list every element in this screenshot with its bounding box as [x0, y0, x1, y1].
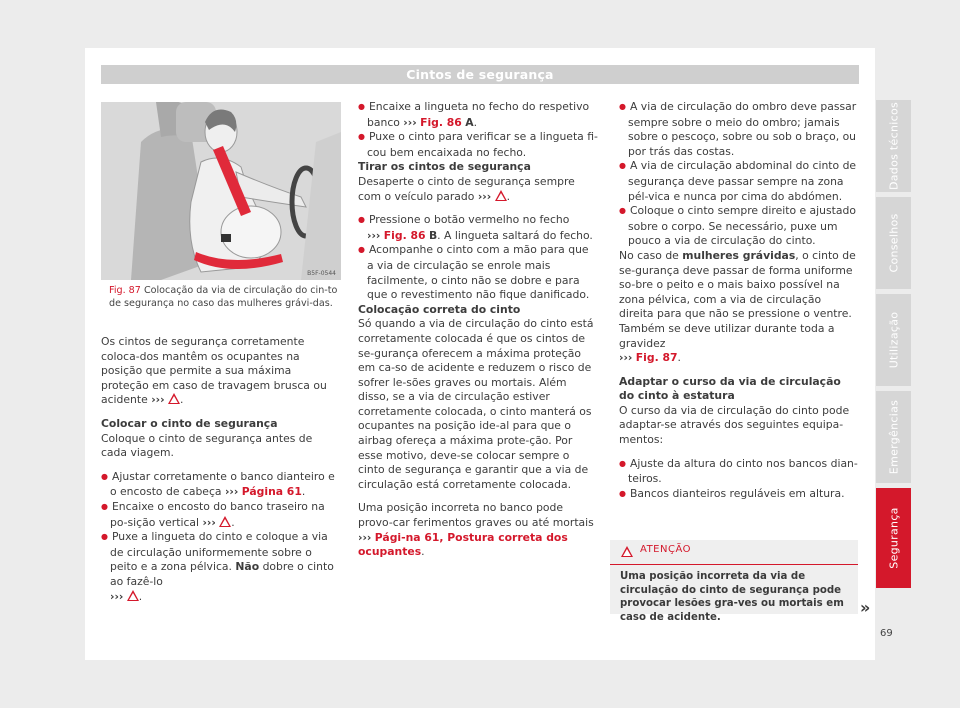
continue-arrow: » — [860, 598, 871, 617]
list-item: ● Ajuste da altura do cinto nos bancos dian-teiros. — [619, 457, 859, 487]
list-item: ● Coloque o cinto sempre direito e ajustado sobre o corpo. Se necessário, puxe um pouco a via de circulação do cinto. — [619, 204, 859, 249]
figure-code: B5F-0544 — [307, 270, 336, 277]
heading-colocacao: Colocação correta do cinto — [358, 302, 521, 316]
warning-header — [610, 540, 858, 565]
caption-text: Colocação da via de circulação do cin-to de segurança no caso das mulheres grávi-das. — [109, 285, 338, 309]
paragraph-adaptar: O curso da via de circulação do cinto pode adaptar-se através dos seguintes equipa-mentos: — [619, 403, 850, 447]
tab-seguranca[interactable]: Segurança — [876, 488, 911, 588]
heading-adaptar: Adaptar o curso da via de circulação do cinto à estatura — [619, 374, 841, 403]
paragraph-gravidas: No caso de mulheres grávidas, o cinto de se-gurança deve passar de forma uniforme so-bre o peito e o mais baixo possível na zona pélvica, com a via de circulação direita para que não se pressione o ventre. Também se deve utilizar durante toda a gravidez ››› Fig. 87. — [619, 248, 856, 365]
warning-text: Uma posição incorreta da via de circulação do cinto de segurança pode provocar lesões gra-ves ou mortais em caso de acidente. — [620, 571, 844, 623]
list-item: ● Puxe o cinto para verificar se a lingueta fi-cou bem encaixada no fecho. — [358, 130, 598, 160]
list-item: ● Puxe a lingueta do cinto e coloque a via de circulação uniformemente sobre o peito e a zona pélvica. Não dobre o cinto ao fazê-lo ››› . — [101, 530, 341, 604]
column-1 — [101, 335, 341, 604]
paragraph-posicao: Uma posição incorreta no banco pode provo-car ferimentos graves ou até mortais ››› Pági-na 61, Postura correta dos ocupantes. — [358, 501, 594, 559]
warning-icon — [168, 393, 180, 404]
caption-fig-ref: Fig. 87 — [109, 285, 141, 296]
list-item: ● Acompanhe o cinto com a mão para que a via de circulação se enrole mais facilmente, o cinto não se dobre e para que o revestimento não fique danificado. — [358, 243, 598, 302]
list-item: ● Encaixe a lingueta no fecho do respetivo banco ››› Fig. 86 A. — [358, 100, 598, 130]
figure-caption — [109, 285, 341, 310]
list-item: ● A via de circulação abdominal do cinto de segurança deve passar sempre na zona pél-vica e nunca por cima do abdómen. — [619, 159, 859, 204]
link-fig-87[interactable]: Fig. 87 — [635, 351, 678, 365]
ref-arrow: ››› — [151, 393, 165, 407]
link-pagina-61-postura[interactable]: Pági-na 61, Postura correta dos ocupantes — [358, 530, 568, 559]
tab-conselhos[interactable]: Conselhos — [876, 197, 911, 289]
paragraph-colocar: Coloque o cinto de segurança antes de cada viagem. — [101, 431, 313, 460]
warning-icon — [127, 590, 139, 601]
warning-label: ATENÇÃO — [640, 544, 691, 555]
tab-emergencias[interactable]: Emergências — [876, 391, 911, 483]
link-fig-86[interactable]: Fig. 86 — [420, 115, 462, 129]
warning-icon — [219, 516, 231, 527]
warning-icon — [621, 546, 633, 557]
list-item: ● Bancos dianteiros reguláveis em altura. — [619, 487, 859, 503]
link-fig-86[interactable]: Fig. 86 — [383, 228, 426, 242]
column-2 — [358, 100, 598, 569]
paragraph-colocacao: Só quando a via de circulação do cinto está corretamente colocada é que os cintos de se-gurança oferecem a máxima proteção em ca-so de acidente e reduzem o risco de sofrer le-sões graves ou mortais. Além disso, se a via de circulação estiver corretamente colocada, o cinto manterá os ocupantes na posição ide-al para que o airbag ofereça a máxima prote-ção. Por esse motivo, deve-se colocar sempre o cinto de segurança e garantir que a via de circulação está corretamente colocada. — [358, 317, 594, 491]
page-number: 69 — [880, 628, 893, 639]
list-item: ● A via de circulação do ombro deve passar sempre sobre o meio do ombro; jamais sobre o pescoço, sobre ou sob o braço, ou por trás das costas. — [619, 100, 859, 159]
column-3 — [619, 100, 859, 502]
list-item: ● Ajustar corretamente o banco dianteiro e o encosto de cabeça ››› Página 61. — [101, 470, 341, 500]
warning-box — [610, 540, 858, 623]
tab-utilizacao[interactable]: Utilização — [876, 294, 911, 386]
illustration — [101, 102, 341, 280]
intro-paragraph: Os cintos de segurança corretamente coloca-dos mantêm os ocupantes na posição que permite a sua máxima proteção em caso de travagem brusca ou acidente ››› . — [101, 335, 327, 407]
paragraph-tirar: Desaperte o cinto de segurança sempre com o veículo parado ››› . — [358, 174, 575, 203]
page-header-title: Cintos de segurança — [101, 65, 859, 84]
warning-icon — [495, 190, 507, 201]
heading-colocar: Colocar o cinto de segurança — [101, 416, 278, 430]
tab-dados-tecnicos[interactable]: Dados técnicos — [876, 100, 911, 192]
figure-pregnant-seatbelt — [101, 102, 341, 280]
list-item: ● Pressione o botão vermelho no fecho ››› Fig. 86 B. A lingueta saltará do fecho. — [358, 213, 598, 243]
link-pagina-61[interactable]: Página 61 — [241, 485, 302, 499]
list-item: ● Encaixe o encosto do banco traseiro na po-sição vertical ››› . — [101, 500, 341, 530]
heading-tirar: Tirar os cintos de segurança — [358, 160, 531, 174]
